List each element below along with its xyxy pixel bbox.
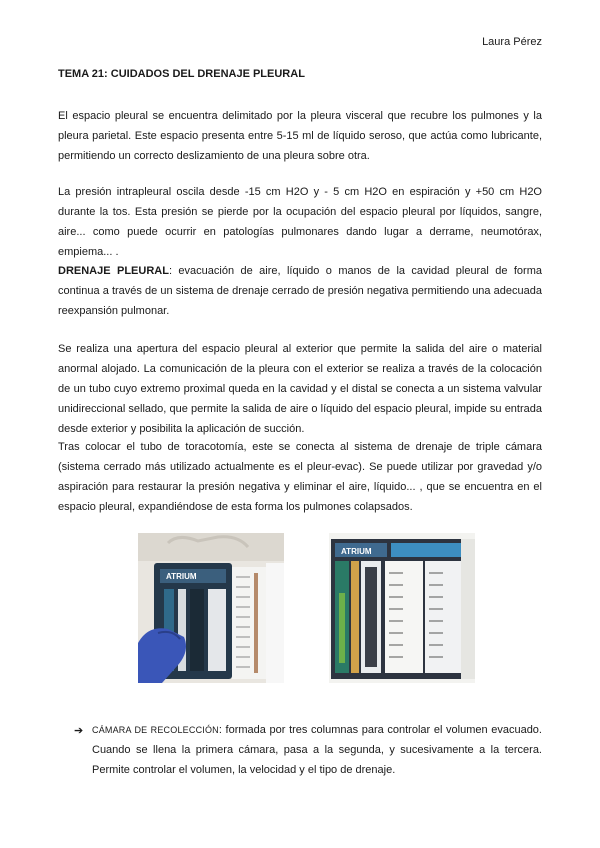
definition-text: : evacuación de aire, líquido o manos de la cavidad pleural de forma continua a través de un sistema de drenaje cerrado de presión negativa permitiendo una adecuada reexpansión pulmonar. [58, 265, 542, 317]
bullet-term: CÁMARA DE RECOLECCIÓN [92, 725, 219, 735]
author-name: Laura Pérez [482, 36, 542, 48]
paragraph-pressure: La presión intrapleural oscila desde -15 cm H2O y - 5 cm H2O en espiración y +50 cm H2O durante la tos. Esta presión se pierde por la ocupación del espacio pleural por líquidos, sangre, aire... como puede ocurrir en patologías pulmonares dando lugar a derrame, neumotórax, empiema... . [58, 186, 542, 258]
drainage-unit-photo-left [138, 533, 284, 683]
right-brand-label: ATRIUM [341, 547, 372, 556]
page-title: TEMA 21: CUIDADOS DEL DRENAJE PLEURAL [58, 68, 305, 80]
left-brand-label: ATRIUM [166, 572, 197, 581]
paragraph-pleural-space: El espacio pleural se encuentra delimitado por la pleura visceral que recubre los pulmones y la pleura parietal. Este espacio presenta entre 5-15 ml de líquido seroso, que actúa como lubricante, permitiendo un correcto deslizamiento de una pleura sobre otra. [58, 110, 542, 162]
arrow-bullet-icon: ➔ [74, 725, 84, 737]
definition-term: DRENAJE PLEURAL [58, 265, 169, 277]
paragraph-drainage-system: Tras colocar el tubo de toracotomía, este se conecta al sistema de drenaje de triple cámara (sistema cerrado más utilizado actualmente es el pleur-evac). Se puede utilizar por gravedad y/o aspiración para restaurar la presión negativa y eliminar el aire, líquido... , que se encuentra en el espacio pleural, expandiéndose de esta forma los pulmones colapsados. [58, 441, 542, 513]
bullet-collection-chamber [92, 720, 542, 780]
bullet-description: : formada por tres columnas para controlar el volumen evacuado. Cuando se llena la primera cámara, pasa a la segunda, y sucesivamente a la tercera. Permite controlar el volumen, la velocidad y el tipo de drenaje. [92, 724, 542, 776]
drainage-unit-photo-right [329, 533, 475, 683]
paragraph-procedure: Se realiza una apertura del espacio pleural al exterior que permite la salida del aire o material anormal alojado. La comunicación de la pleura con el exterior se realiza a través de la colocación de un tubo cuyo extremo proximal queda en la cavidad y el distal se conecta a un sistema valvular unidireccional sellado, que permite la salida de aire o líquido del espacio pleural, impide su entrada desde exterior y posibilita la aplicación de succión. [58, 343, 542, 435]
paragraph-definition [58, 261, 542, 321]
